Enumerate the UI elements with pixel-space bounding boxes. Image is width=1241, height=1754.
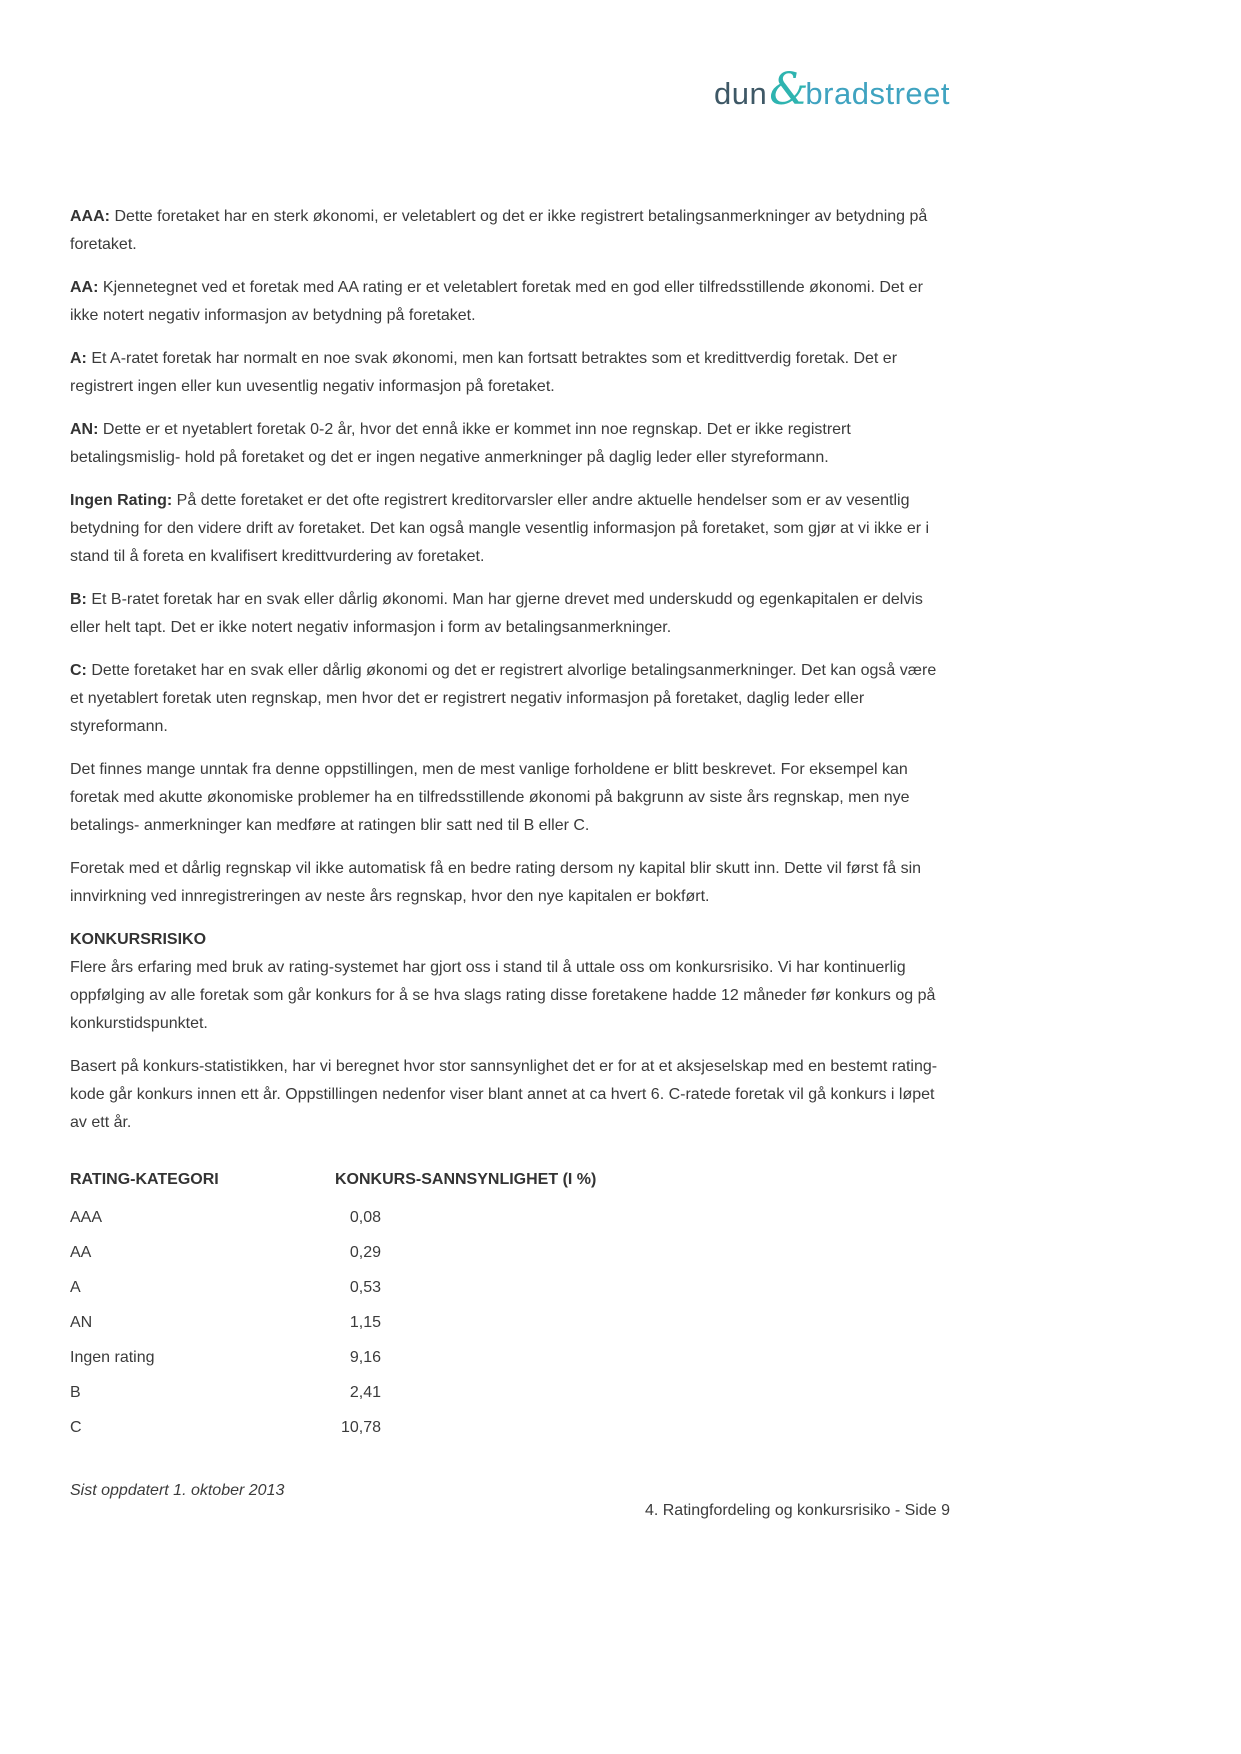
table-row (70, 1277, 950, 1299)
table-row (70, 1242, 950, 1264)
rating-label-an: AN: (70, 421, 99, 438)
rating-paragraph-c (70, 657, 950, 741)
rating-text-aaa: Dette foretaket har en sterk økonomi, er veletablert og det er ikke registrert betalingsanmerkninger av betydning på foretaket. (70, 208, 928, 253)
table-header-category: RATING-KATEGORI (70, 1171, 219, 1188)
rating-label-aaa: AAA: (70, 208, 110, 225)
table-row (70, 1207, 950, 1229)
document-body (0, 105, 1241, 1505)
table-cell-probability: 1,15 (349, 1314, 381, 1331)
table-header-probability: KONKURS-SANNSYNLIGHET (I %) (335, 1171, 597, 1188)
table-row (70, 1417, 950, 1439)
rating-text-aa: Kjennetegnet ved et foretak med AA rating er et veletablert foretak med en god eller tilfredsstillende økonomi. Det er ikke notert negativ informasjon av betydning på foretaket. (70, 279, 923, 324)
table-row (70, 1312, 950, 1334)
dun-bradstreet-logo (714, 64, 950, 115)
rating-label-c: C: (70, 662, 87, 679)
rating-text-c: Dette foretaket har en svak eller dårlig økonomi og det er registrert alvorlige betalingsanmerkninger. Det kan også være et nyetablert foretak uten regnskap, men hvor det er registrert negativ informasjon på foretaket, daglig leder eller styreformann. (70, 662, 937, 735)
konkursrisiko-paragraph-1: Flere års erfaring med bruk av rating-systemet har gjort oss i stand til å uttale oss om konkursrisiko. Vi har kontinuerlig oppfølging av alle foretak som går konkurs for å se hva slags rating disse foretakene hadde 12 måneder før konkurs og på konkurstidspunktet. (70, 959, 936, 1032)
table-cell-probability: 10,78 (340, 1419, 381, 1436)
table-cell-category: B (70, 1384, 81, 1401)
rating-label-aa: AA: (70, 279, 99, 296)
table-row (70, 1382, 950, 1404)
section-heading-konkursrisiko: KONKURSRISIKO (70, 931, 207, 948)
ampersand-icon: & (769, 64, 809, 115)
rating-text-a: Et A-ratet foretak har normalt en noe svak økonomi, men kan fortsatt betraktes som et kredittverdig foretak. Det er registrert ingen eller kun uvesentlig negativ informasjon på foretaket. (70, 350, 898, 395)
table-cell-category: C (70, 1419, 82, 1436)
capital-injection-paragraph: Foretak med et dårlig regnskap vil ikke automatisk få en bedre rating dersom ny kapital blir skutt inn. Dette vil først få sin innvirkning ved innregistreringen av neste års regnskap, hvor den nye kapitalen er bokført. (70, 860, 922, 905)
table-row (70, 1347, 950, 1369)
rating-paragraph-aa (70, 274, 950, 330)
rating-paragraph-b (70, 586, 950, 642)
exceptions-paragraph: Det finnes mange unntak fra denne oppstillingen, men de mest vanlige forholdene er blitt beskrevet. For eksempel kan foretak med akutte økonomiske problemer ha en tilfredsstillende økonomi på bakgrunn av siste års regnskap, men nye betalings- anmerkninger kan medføre at ratingen blir satt ned til B eller C. (70, 761, 910, 834)
logo-text-dun: dun (714, 76, 768, 111)
table-header-row (70, 1169, 950, 1191)
rating-text-b: Et B-ratet foretak har en svak eller dårlig økonomi. Man har gjerne drevet med underskudd og egenkapitalen er delvis eller helt tapt. Det er ikke notert negativ informasjon i form av betalingsanmerkninger. (70, 591, 923, 636)
table-cell-probability: 2,41 (349, 1384, 381, 1401)
table-cell-category: Ingen rating (70, 1349, 155, 1366)
rating-label-b: B: (70, 591, 87, 608)
table-cell-probability: 0,53 (349, 1279, 381, 1296)
rating-label-ingen-rating: Ingen Rating: (70, 492, 173, 509)
logo-text-bradstreet: bradstreet (805, 76, 950, 111)
rating-text-an: Dette er et nyetablert foretak 0-2 år, hvor det ennå ikke er kommet inn noe regnskap. Det er ikke registrert betalingsmislig- hold på foretaket og det er ingen negative anmerkninger på daglig leder eller styreformann. (70, 421, 851, 466)
rating-paragraph-ingen-rating (70, 487, 950, 571)
rating-paragraph-aaa (70, 203, 950, 259)
page-footer: 4. Ratingfordeling og konkursrisiko - Side 9 (644, 1502, 950, 1519)
rating-paragraph-an (70, 416, 950, 472)
rating-label-a: A: (70, 350, 87, 367)
rating-probability-table (70, 1169, 950, 1439)
table-cell-probability: 9,16 (349, 1349, 381, 1366)
konkursrisiko-paragraph-2: Basert på konkurs-statistikken, har vi beregnet hvor stor sannsynlighet det er for at et aksjeselskap med en bestemt rating-kode går konkurs innen ett år. Oppstillingen nedenfor viser blant annet at ca hvert 6. C-ratede foretak vil gå konkurs i løpet av ett år. (70, 1058, 938, 1131)
table-cell-category: A (70, 1279, 81, 1296)
rating-paragraph-a (70, 345, 950, 401)
rating-text-ingen-rating: På dette foretaket er det ofte registrert kreditorvarsler eller andre aktuelle hendelser som er av vesentlig betydning for den videre drift av foretaket. Det kan også mangle vesentlig informasjon på foretaket, som gjør at vi ikke er i stand til å foreta en kvalifisert kredittvurdering av foretaket. (70, 492, 930, 565)
table-cell-probability: 0,29 (349, 1244, 381, 1261)
table-cell-category: AA (70, 1244, 92, 1261)
page-header (0, 0, 1241, 115)
table-cell-category: AAA (70, 1209, 103, 1226)
table-cell-category: AN (70, 1314, 93, 1331)
table-cell-probability: 0,08 (349, 1209, 381, 1226)
last-updated-note: Sist oppdatert 1. oktober 2013 (70, 1482, 285, 1499)
